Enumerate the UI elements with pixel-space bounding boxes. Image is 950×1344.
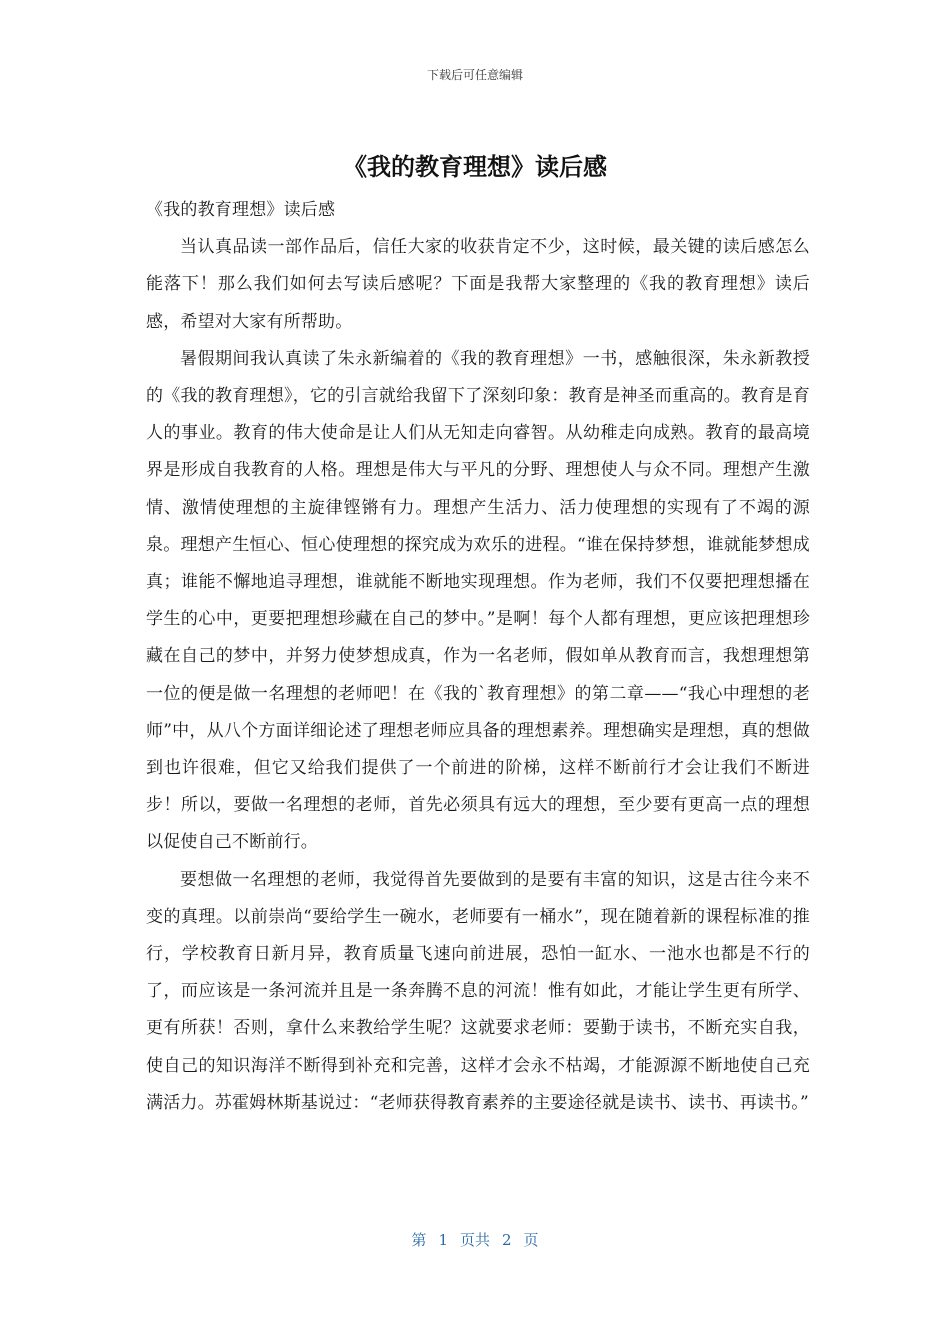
footer-middle: 页共 xyxy=(459,1231,490,1249)
document-subtitle: 《我的教育理想》读后感 xyxy=(146,200,336,220)
footer-suffix: 页 xyxy=(523,1231,539,1249)
document-body xyxy=(146,192,810,1122)
footer-total-pages: 2 xyxy=(502,1231,512,1249)
footer-prefix: 第 xyxy=(411,1231,427,1249)
footer-page-number: 1 xyxy=(438,1231,448,1249)
header-note: 下载后可任意编辑 xyxy=(426,68,523,82)
paragraph-2: 暑假期间我认真读了朱永新编着的《我的教育理想》一书，感触很深，朱永新教授的《我的教育理想》，它的引言就给我留下了深刻印象：教育是神圣而重高的。教育是育人的事业。教育的伟大使命是让人们从无知走向睿智。从幼稚走向成熟。教育的最高境界是形成自我教育的人格。理想是伟大与平凡的分野、理想使人与众不同。理想产生激情、激情使理想的主旋律铿锵有力。理想产生活力、活力使理想的实现有了不竭的源泉。理想产生恒心、恒心使理想的探究成为欢乐的进程。“谁在保持梦想，谁就能梦想成真；谁能不懈地追寻理想，谁就能不断地实现理想。作为老师，我们不仅要把理想播在学生的心中，更要把理想珍藏在自己的梦中。”是啊！每个人都有理想，更应该把理想珍藏在自己的梦中，并努力使梦想成真，作为一名老师，假如单从教育而言，我想理想第一位的便是做一名理想的老师吧！在《我的`教育理想》的第二章——“我心中理想的老师”中，从八个方面详细论述了理想老师应具备的理想素养。理想确实是理想，真的想做到也许很难，但它又给我们提供了一个前进的阶梯，这样不断前行才会让我们不断进步！所以，要做一名理想的老师，首先必须具有远大的理想，至少要有更高一点的理想以促使自己不断前行。 xyxy=(146,348,810,853)
document-title: 《我的教育理想》读后感 xyxy=(343,153,607,181)
page-footer xyxy=(0,1229,950,1250)
paragraph-1: 当认真品读一部作品后，信任大家的收获肯定不少，这时候，最关键的读后感怎么能落下！那么我们如何去写读后感呢？下面是我帮大家整理的《我的教育理想》读后感，希望对大家有所帮助。 xyxy=(146,237,810,332)
paragraph-3: 要想做一名理想的老师，我觉得首先要做到的是要有丰富的知识，这是古往今来不变的真理。以前崇尚“要给学生一碗水，老师要有一桶水”，现在随着新的课程标准的推行，学校教育日新月异，教育质量飞速向前进展，恐怕一缸水、一池水也都是不行的了，而应该是一条河流并且是一条奔腾不息的河流！惟有如此，才能让学生更有所学、更有所获！否则，拿什么来教给学生呢？这就要求老师：要勤于读书，不断充实自我，使自己的知识海洋不断得到补充和完善，这样才会永不枯竭，才能源源不断地使自己充满活力。苏霍姆林斯基说过：“老师获得教育素养的主要途径就是读书、读书、再读书。” xyxy=(146,869,810,1113)
